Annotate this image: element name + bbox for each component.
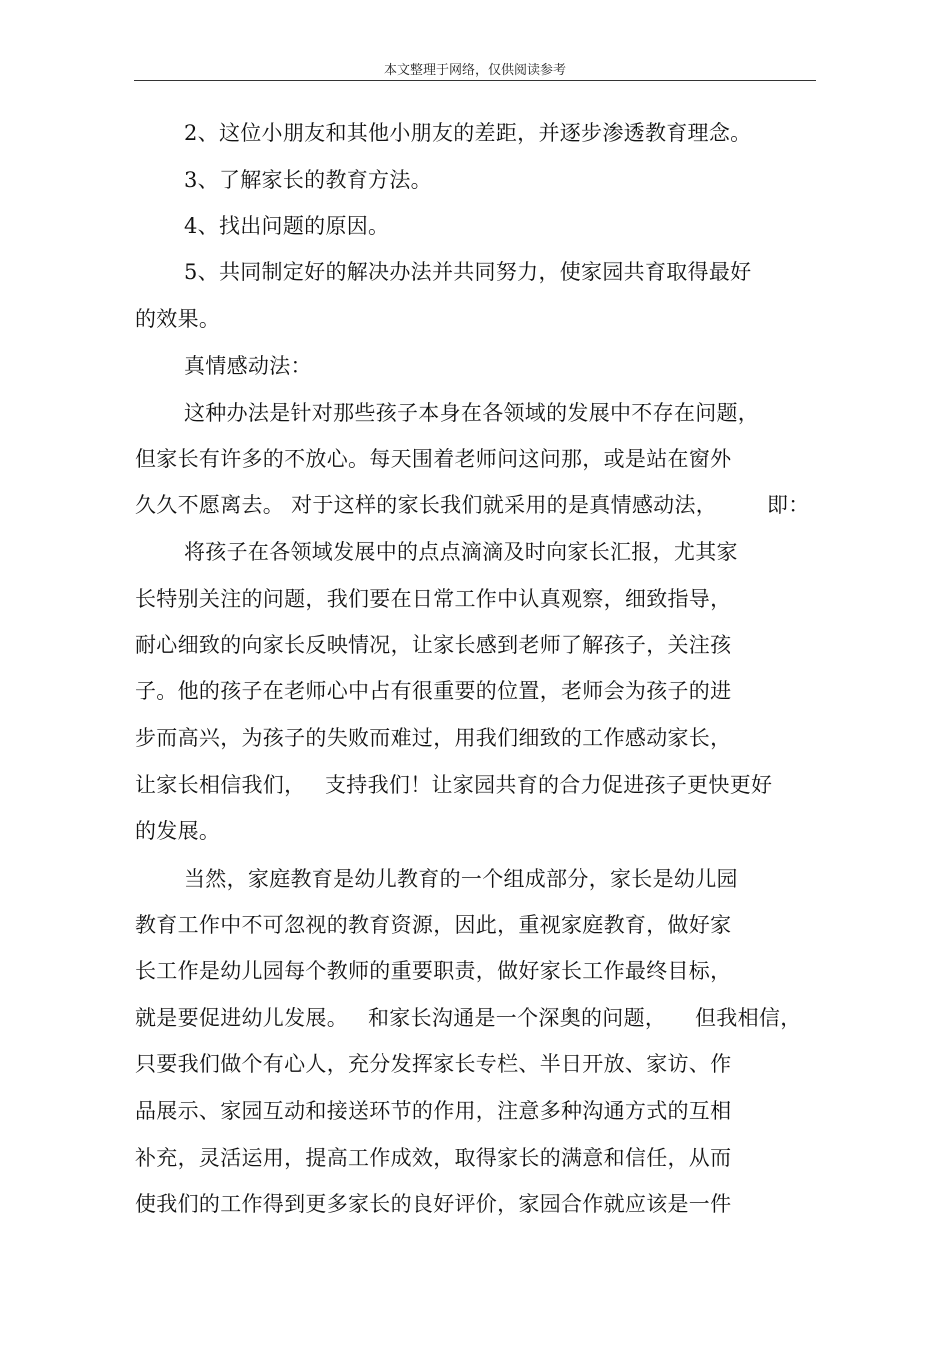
text-line: 子。他的孩子在老师心中占有很重要的位置，老师会为孩子的进 [135, 679, 732, 703]
text-line: 步而高兴，为孩子的失败而难过，用我们细致的工作感动家长， [135, 726, 732, 750]
text-line: 就是要促进幼儿发展。 [135, 1006, 348, 1030]
text-line: 久久不愿离去。 对于这样的家长我们就采用的是真情感动法， [135, 493, 718, 517]
text-line: 支持我们！让家园共育的合力促进孩子更快更好 [325, 773, 773, 797]
text-line: 3、了解家长的教育方法。 [184, 168, 432, 192]
text-line: 的效果。 [135, 307, 221, 331]
text-line: 4、找出问题的原因。 [184, 214, 390, 238]
text-line: 但我相信， [695, 1006, 802, 1030]
text-line: 2、这位小朋友和其他小朋友的差距，并逐步渗透教育理念。 [184, 121, 752, 145]
section-heading: 真情感动法： [184, 354, 312, 378]
text-line: 但家长有许多的不放心。每天围着老师问这问那，或是站在窗外 [135, 447, 732, 471]
text-line: 使我们的工作得到更多家长的良好评价，家园合作就应该是一件 [135, 1192, 732, 1216]
text-line: 长特别关注的问题，我们要在日常工作中认真观察，细致指导， [135, 587, 732, 611]
text-line: 这种办法是针对那些孩子本身在各领域的发展中不存在问题， [184, 401, 760, 425]
text-line: 当然，家庭教育是幼儿教育的一个组成部分，家长是幼儿园 [184, 867, 738, 891]
text-line: 耐心细致的向家长反映情况，让家长感到老师了解孩子，关注孩 [135, 633, 732, 657]
text-line: 长工作是幼儿园每个教师的重要职责，做好家长工作最终目标， [135, 959, 732, 983]
text-line: 让家长相信我们， [135, 773, 306, 797]
text-line: 品展示、家园互动和接送环节的作用，注意多种沟通方式的互相 [135, 1099, 732, 1123]
page-header-text: 本文整理于网络，仅供阅读参考 [383, 63, 566, 78]
text-line: 补充，灵活运用，提高工作成效，取得家长的满意和信任，从而 [135, 1146, 732, 1170]
text-line: 只要我们做个有心人，充分发挥家长专栏、半日开放、家访、作 [135, 1052, 732, 1076]
text-line: 将孩子在各领域发展中的点点滴滴及时向家长汇报，尤其家 [184, 540, 738, 564]
text-line: 和家长沟通是一个深奥的问题， [368, 1006, 667, 1030]
text-line: 的发展。 [135, 819, 221, 843]
text-line: 即： [767, 493, 810, 517]
header-divider [134, 80, 816, 81]
text-line: 5、共同制定好的解决办法并共同努力，使家园共育取得最好 [184, 260, 752, 284]
text-line: 教育工作中不可忽视的教育资源，因此，重视家庭教育，做好家 [135, 913, 732, 937]
